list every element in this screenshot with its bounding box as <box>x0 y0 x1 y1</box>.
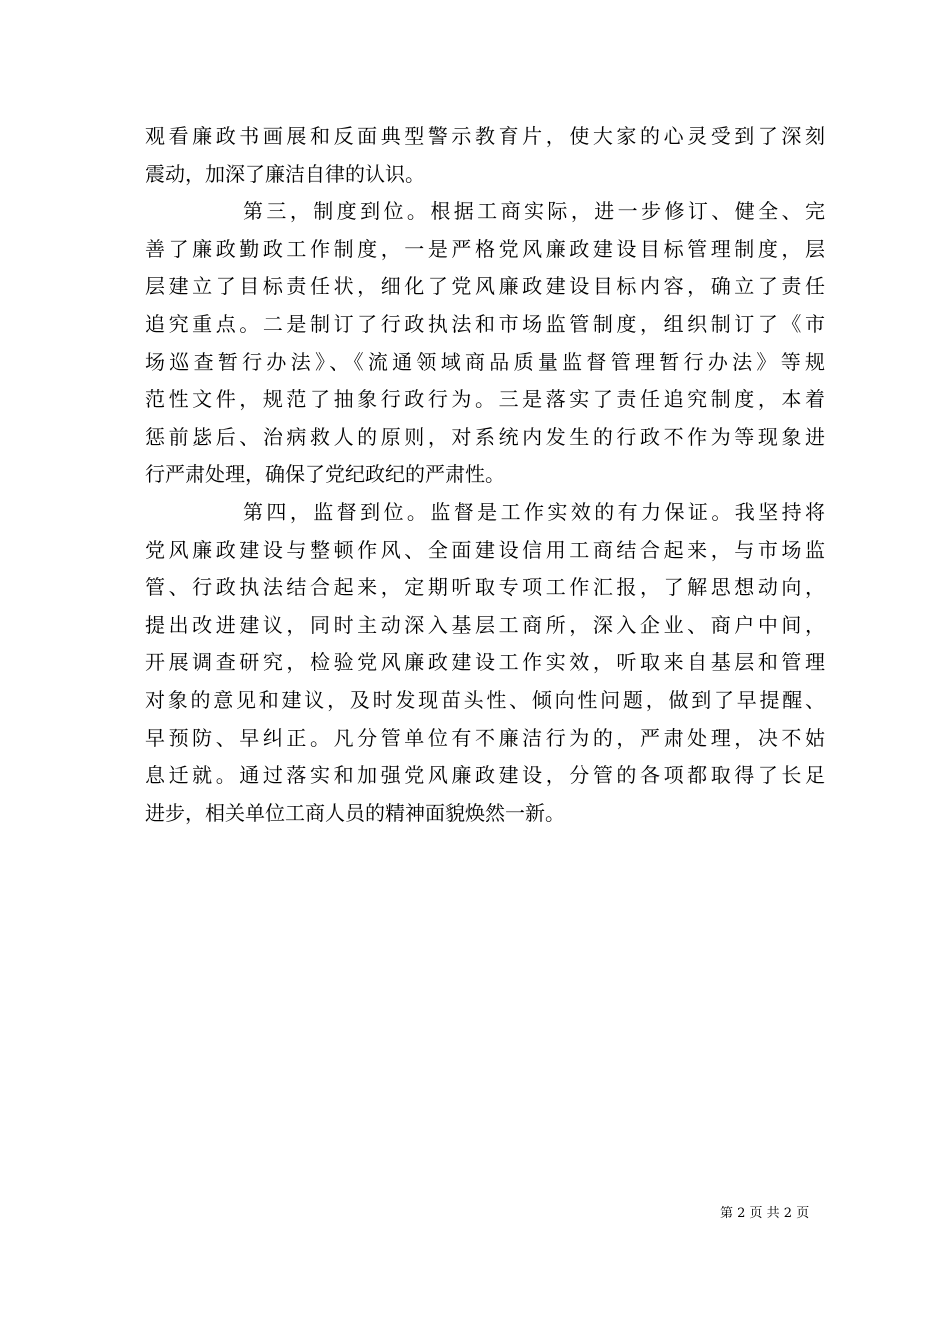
text-line-14: 提出改进建议，同时主动深入基层工商所，深入企业、商户中间， <box>145 612 825 637</box>
text-line-11: 第四，监督到位。监督是工作实效的有力保证。我坚持将 <box>243 499 825 524</box>
text-line-19: 进步，相关单位工商人员的精神面貌焕然一新。 <box>145 800 565 825</box>
text-line-3: 第三，制度到位。根据工商实际，进一步修订、健全、完 <box>243 199 825 224</box>
text-line-10: 行严肃处理，确保了党纪政纪的严肃性。 <box>145 462 505 487</box>
body-text <box>145 118 825 832</box>
page-number: 第 2 页 共 2 页 <box>720 1206 810 1221</box>
text-line-8: 范性文件，规范了抽象行政行为。三是落实了责任追究制度，本着 <box>145 387 825 412</box>
text-line-16: 对象的意见和建议，及时发现苗头性、倾向性问题，做到了早提醒、 <box>145 687 825 712</box>
text-line-15: 开展调查研究，检验党风廉政建设工作实效，听取来自基层和管理 <box>145 650 825 675</box>
text-line-6: 追究重点。二是制订了行政执法和市场监管制度，组织制订了《市 <box>145 311 825 336</box>
text-line-7: 场巡查暂行办法》、《流通领域商品质量监督管理暂行办法》等规 <box>145 349 825 374</box>
text-line-1: 观看廉政书画展和反面典型警示教育片，使大家的心灵受到了深刻 <box>145 124 825 148</box>
text-line-12: 党风廉政建设与整顿作风、全面建设信用工商结合起来，与市场监 <box>145 537 825 562</box>
text-line-5: 层建立了目标责任状，细化了党风廉政建设目标内容，确立了责任 <box>145 274 825 299</box>
text-line-13: 管、行政执法结合起来，定期听取专项工作汇报，了解思想动向， <box>145 575 825 600</box>
text-line-4: 善了廉政勤政工作制度，一是严格党风廉政建设目标管理制度，层 <box>145 236 825 261</box>
text-line-9: 惩前毖后、治病救人的原则，对系统内发生的行政不作为等现象进 <box>145 424 825 449</box>
text-line-2: 震动，加深了廉洁自律的认识。 <box>145 161 425 186</box>
text-line-17: 早预防、早纠正。凡分管单位有不廉洁行为的，严肃处理，决不姑 <box>145 725 825 750</box>
text-line-18: 息迁就。通过落实和加强党风廉政建设，分管的各项都取得了长足 <box>145 763 825 788</box>
